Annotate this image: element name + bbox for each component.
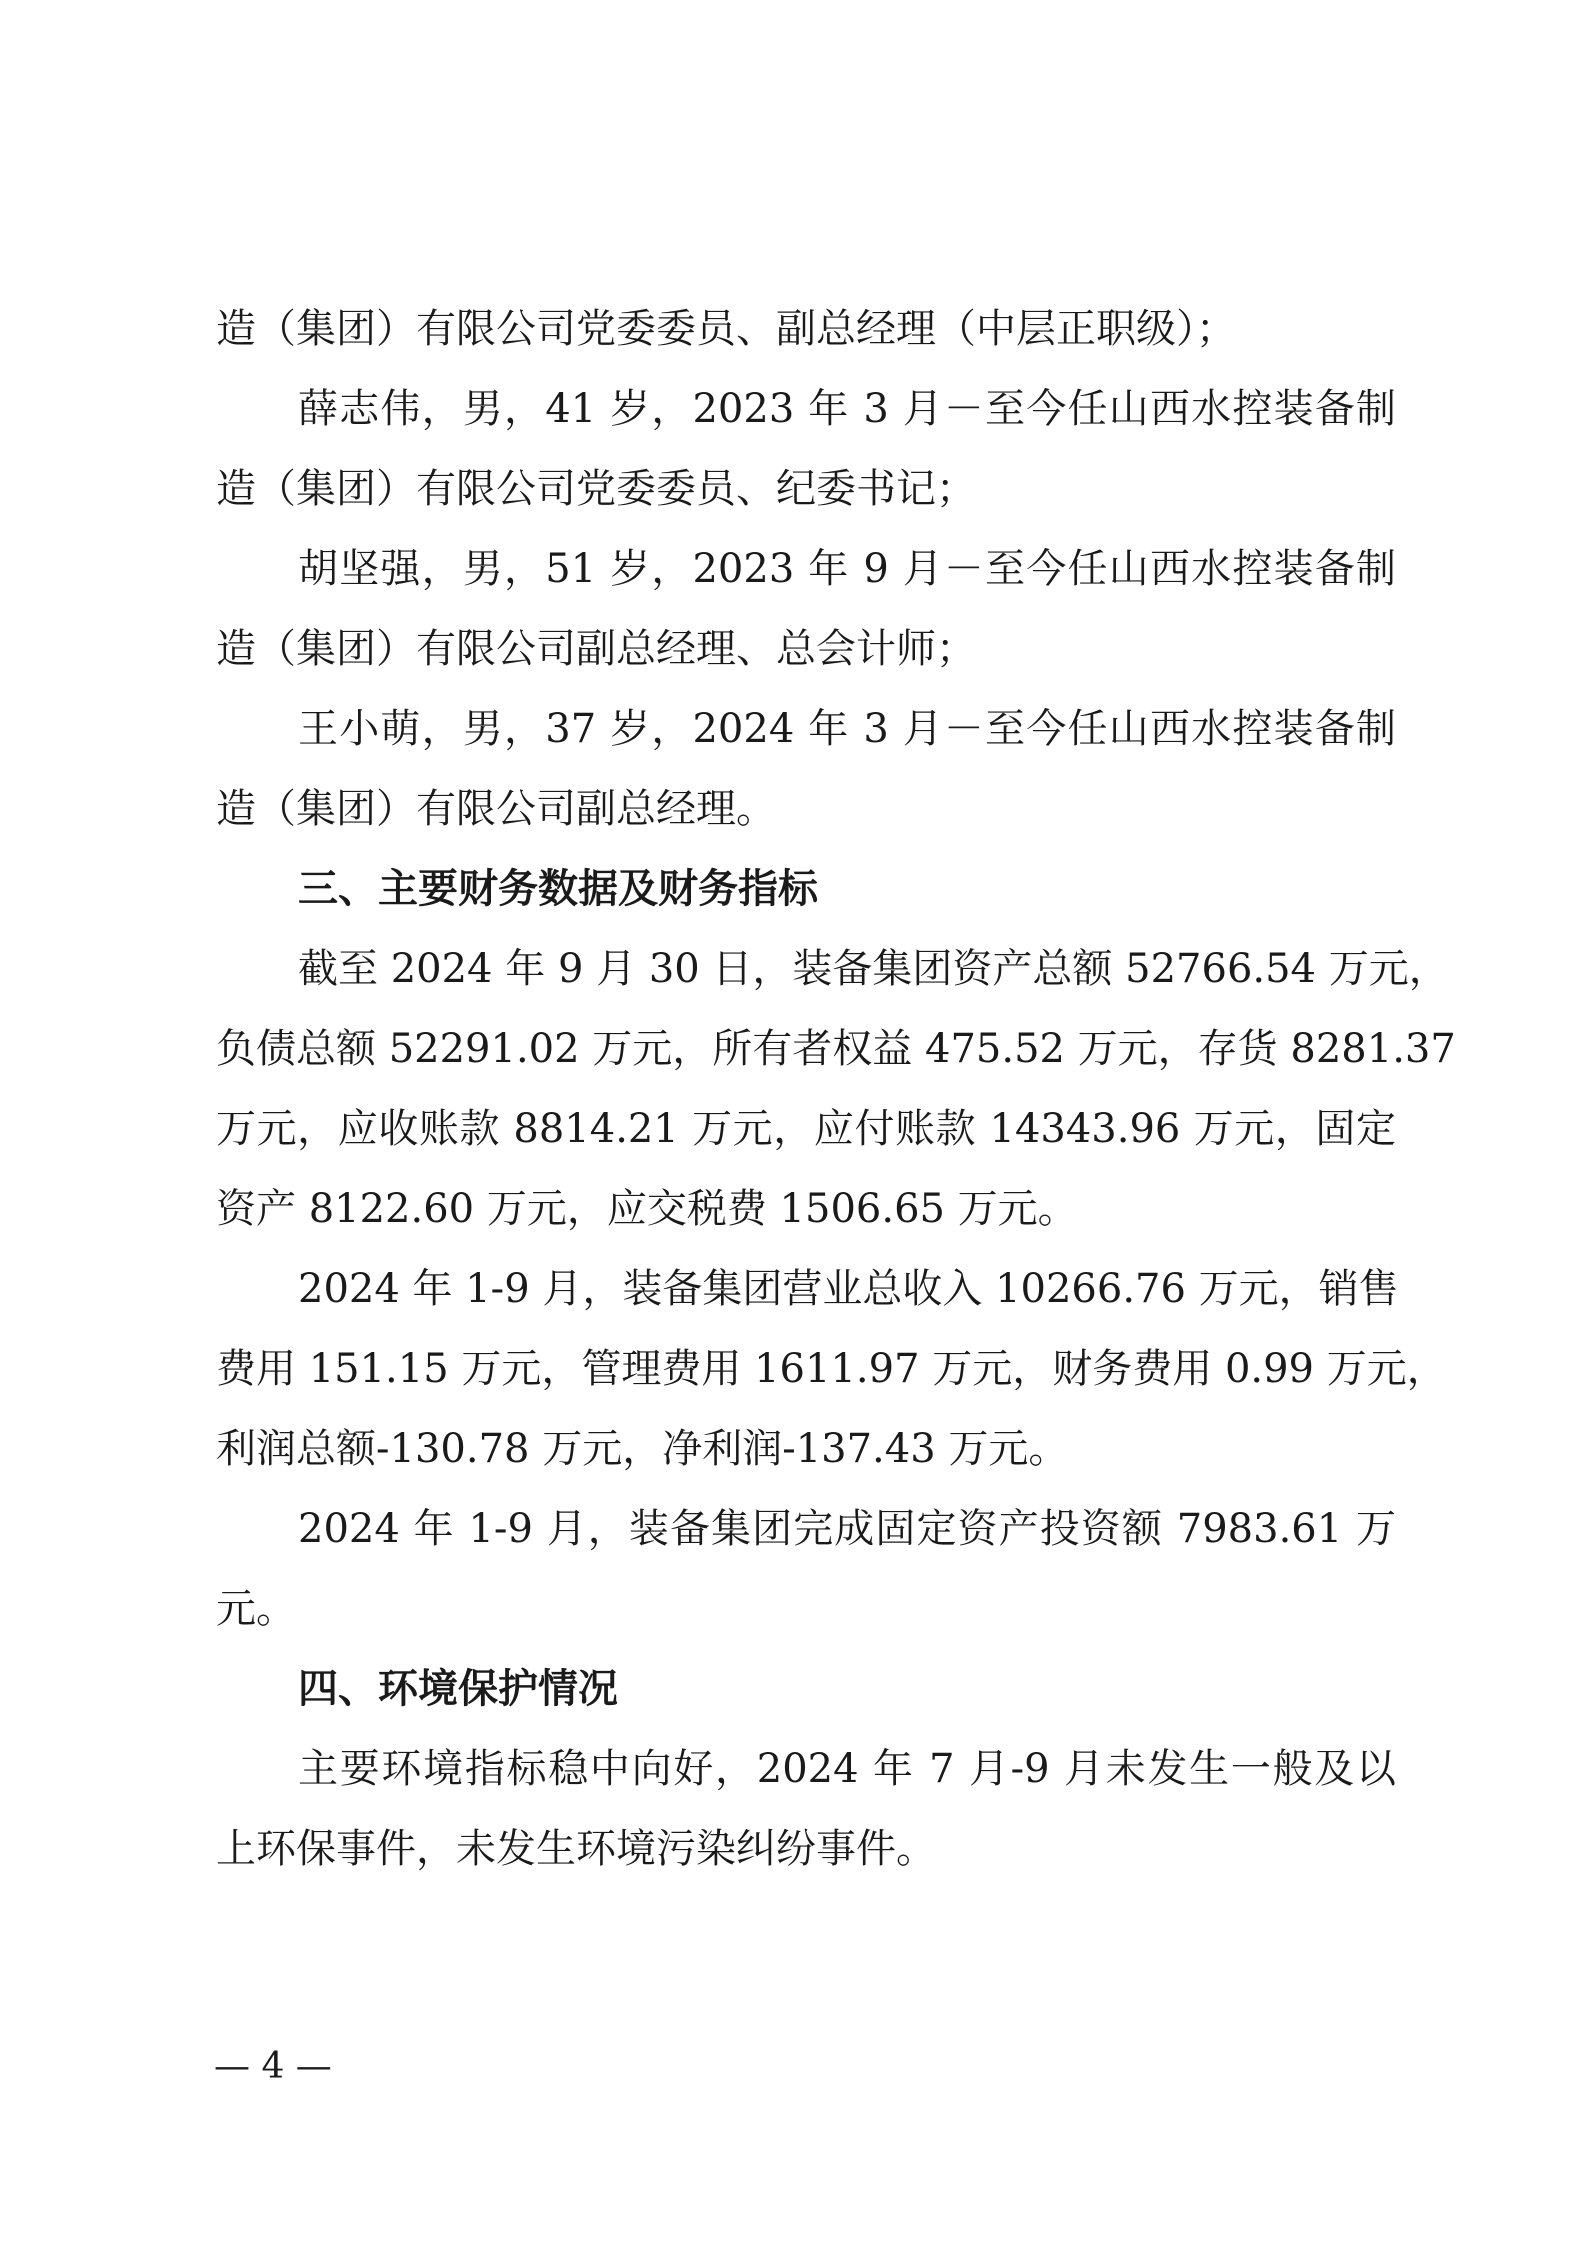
body-text-line: 2024 年 1-9 月，装备集团营业总收入 10266.76 万元，销售 xyxy=(298,1266,1399,1312)
page-number: — 4 — xyxy=(214,2046,332,2087)
body-text-line: 资产 8122.60 万元，应交税费 1506.65 万元。 xyxy=(216,1186,1078,1232)
body-text-line: 造（集团）有限公司党委委员、纪委书记； xyxy=(216,466,976,512)
body-text-line: 利润总额-130.78 万元，净利润-137.43 万元。 xyxy=(216,1426,1069,1472)
body-text-line: 主要环境指标稳中向好，2024 年 7 月-9 月未发生一般及以 xyxy=(298,1746,1396,1792)
body-text-line: 薛志伟，男，41 岁，2023 年 3 月－至今任山西水控装备制 xyxy=(298,386,1396,432)
body-text-line: 胡坚强，男，51 岁，2023 年 9 月－至今任山西水控装备制 xyxy=(298,546,1396,592)
body-text-line: 造（集团）有限公司副总经理、总会计师； xyxy=(216,626,976,672)
body-text-line: 截至 2024 年 9 月 30 日，装备集团资产总额 52766.54 万元， xyxy=(298,946,1449,992)
body-text-line: 造（集团）有限公司党委委员、副总经理（中层正职级）； xyxy=(216,306,1236,352)
section-heading: 三、主要财务数据及财务指标 xyxy=(298,866,818,912)
body-text-line: 王小萌，男，37 岁，2024 年 3 月－至今任山西水控装备制 xyxy=(298,706,1396,752)
body-text-line: 费用 151.15 万元，管理费用 1611.97 万元，财务费用 0.99 万元， xyxy=(216,1346,1447,1392)
body-text-line: 2024 年 1-9 月，装备集团完成固定资产投资额 7983.61 万 xyxy=(298,1506,1396,1552)
section-heading: 四、环境保护情况 xyxy=(298,1666,618,1712)
body-text-line: 元。 xyxy=(216,1586,296,1632)
body-text-line: 造（集团）有限公司副总经理。 xyxy=(216,786,776,832)
body-text-line: 上环保事件，未发生环境污染纠纷事件。 xyxy=(216,1826,936,1872)
body-text-line: 万元，应收账款 8814.21 万元，应付账款 14343.96 万元，固定 xyxy=(216,1106,1396,1152)
body-text-line: 负债总额 52291.02 万元，所有者权益 475.52 万元，存货 8281.37 xyxy=(216,1026,1456,1072)
